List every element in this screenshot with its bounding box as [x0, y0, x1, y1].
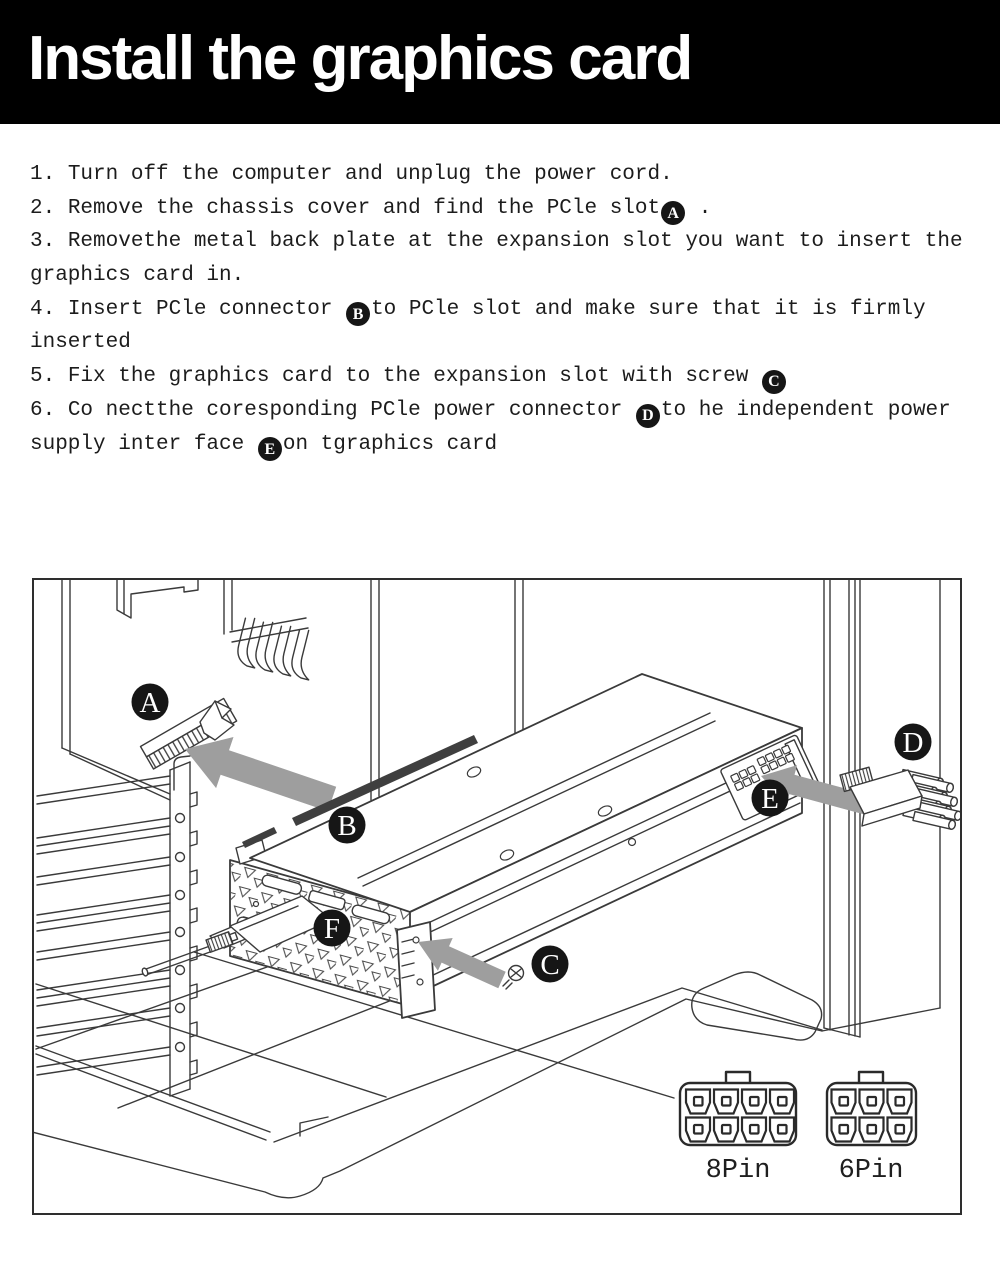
instruction-step: 2. Remove the chassis cover and find the PCle slot A .	[30, 192, 982, 226]
page-header	[0, 0, 1000, 124]
svg-text:B: B	[337, 810, 357, 842]
diagram-label-f	[314, 910, 351, 947]
diagram-label-a	[132, 684, 169, 721]
instruction-step: 1. Turn off the computer and unplug the power cord.	[30, 163, 673, 186]
svg-text:F: F	[323, 913, 341, 945]
svg-text:D: D	[902, 727, 924, 759]
power-plug	[840, 767, 960, 830]
svg-text:E: E	[761, 783, 779, 815]
instruction-step: 5. Fix the graphics card to the expansion slot with screw C	[30, 360, 982, 394]
instruction-step: 3. Removethe metal back plate at the expansion slot you want to insert the graphics card in.	[30, 230, 963, 287]
connector-6pin	[827, 1072, 916, 1186]
diagram-label-e	[752, 780, 789, 817]
installation-diagram	[34, 580, 960, 1213]
bracket-foot	[397, 922, 435, 1018]
step-ref-badge: B	[346, 302, 370, 326]
diagram-label-c	[532, 946, 569, 983]
connector-8pin	[680, 1072, 796, 1186]
step-ref-badge: A	[661, 201, 685, 225]
insert-direction-arrow	[185, 737, 336, 811]
screw	[503, 966, 524, 990]
instruction-step: 4. Insert PCle connector B to PCle slot and make sure that it is firmly inserted	[30, 297, 926, 355]
label-6pin: 6Pin	[838, 1156, 904, 1186]
instruction-list	[30, 158, 982, 461]
step-ref-badge: D	[636, 404, 660, 428]
diagram-label-d	[895, 724, 932, 761]
svg-text:C: C	[540, 949, 560, 981]
label-8pin: 8Pin	[705, 1156, 771, 1186]
rail-screw-holes	[176, 814, 185, 1052]
svg-text:A: A	[139, 687, 161, 719]
page-title: Install the graphics card	[28, 24, 692, 93]
diagram-frame	[32, 578, 962, 1215]
step-ref-badge: E	[258, 437, 282, 461]
instruction-step: 6. Co nectthe coresponding PCle power connector D to he independent power supply inter face E on tgraphics card	[30, 394, 982, 462]
step-ref-badge: C	[762, 370, 786, 394]
diagram-label-b	[329, 807, 366, 844]
